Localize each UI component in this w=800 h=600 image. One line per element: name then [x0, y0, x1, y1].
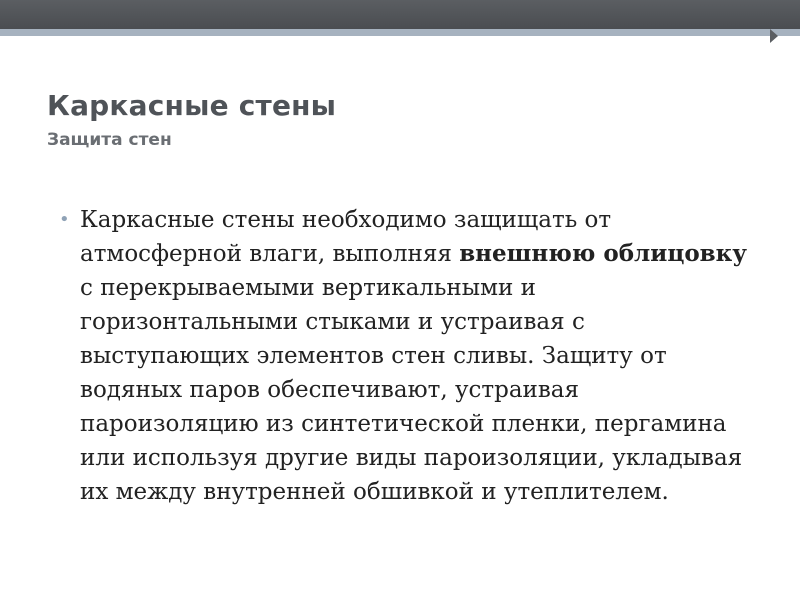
slide-title: Каркасные стены	[47, 89, 337, 122]
bullet-icon: •	[59, 209, 70, 230]
slide-subtitle: Защита стен	[47, 130, 172, 150]
bullet-item	[58, 203, 758, 509]
bullet-text-end: с перекрываемыми вертикальными и горизонтальными стыками и устраивая с выступающих элементов стен сливы. Защиту от водяных паров обеспечивают, устраивая пароизоляцию из синтетической пленки, пергамина или используя другие виды пароизоляции, укладывая их между внутренней обшивкой и утеплителем.	[80, 275, 743, 505]
bullet-text-bold: внешнюю облицовку	[459, 240, 747, 267]
slide-content	[58, 203, 758, 509]
top-bar	[0, 0, 800, 29]
title-block	[47, 86, 336, 152]
accent-stripe	[0, 29, 800, 36]
bullet-text-start: Каркасные стены необходимо защищать от атмосферной влаги, выполняя	[80, 207, 612, 267]
triangle-decoration-icon	[770, 29, 778, 43]
